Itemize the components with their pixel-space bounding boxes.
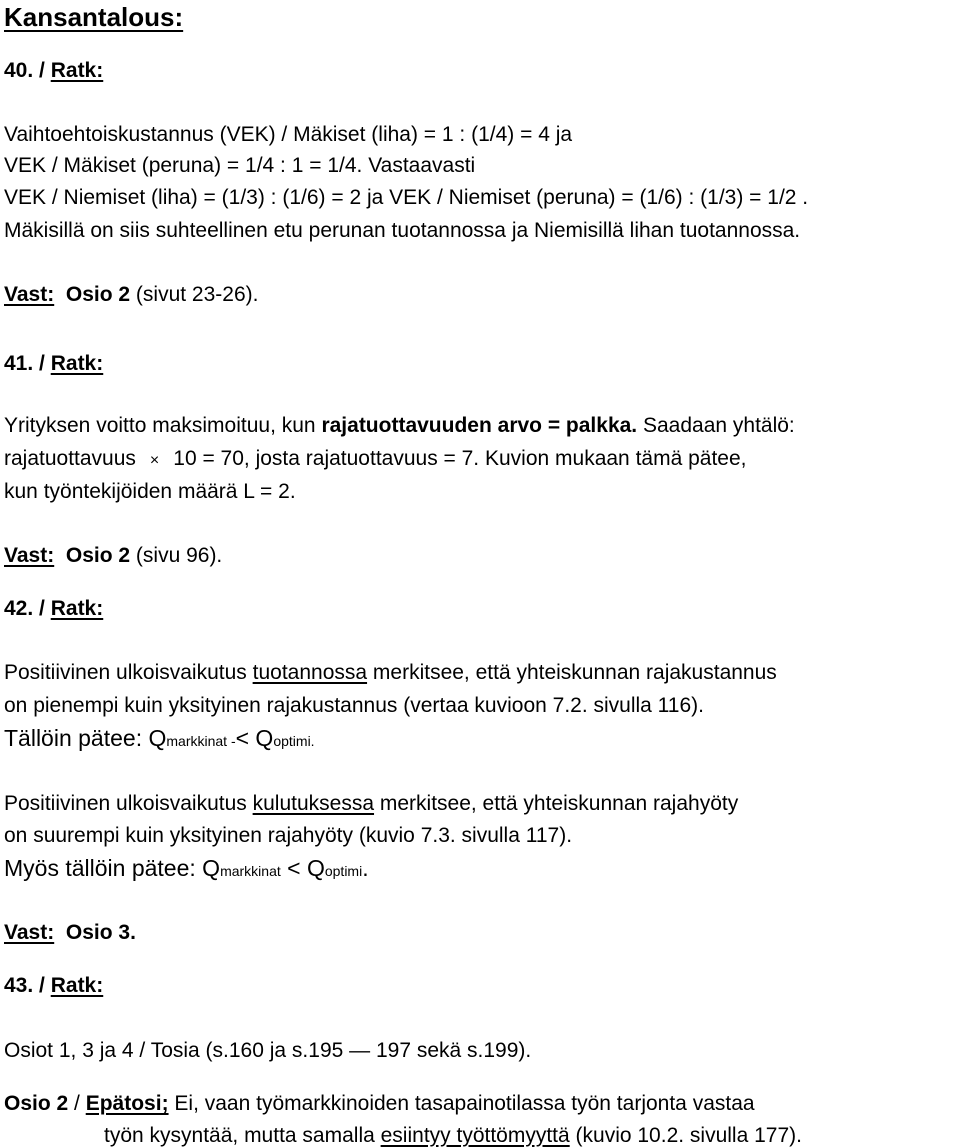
q43-line-3 [104, 1125, 802, 1146]
vast-label: Vast: [4, 921, 55, 944]
q43-text: / [68, 1092, 86, 1115]
q42-text: Tällöin pätee: Q [4, 725, 167, 751]
q42-p1-line-3 [4, 727, 315, 750]
q40-answer [4, 284, 258, 305]
vast-pages: (sivut 23-26). [130, 283, 259, 306]
answer-label: Ratk: [50, 59, 104, 82]
question-42-heading: 42. / Ratk: [4, 597, 104, 620]
vast-label: Vast: [4, 544, 55, 567]
q41-bold-condition: rajatuottavuuden arvo = palkka. [321, 414, 638, 437]
vast-section: Osio 2 [65, 283, 131, 306]
q42-p2-line-1 [4, 793, 738, 814]
question-number: 43. [4, 974, 34, 997]
q42-text: Myös tällöin pätee: Q [4, 855, 221, 881]
q41-line-3: kun työntekijöiden määrä L = 2. [4, 480, 296, 503]
q42-p2-line-3 [4, 857, 369, 880]
page-title: Kansantalous: [4, 2, 184, 32]
question-number: 41. [4, 352, 34, 375]
q43-text: Ei, vaan työmarkkinoiden tasapainotilassa työn tarjonta vastaa [168, 1092, 755, 1115]
q43-text: (kuvio 10.2. sivulla 177). [569, 1124, 802, 1147]
subscript: optimi. [273, 733, 315, 749]
question-number: 40. [4, 59, 34, 82]
q42-text: < Q [235, 725, 274, 751]
q42-text: . [362, 855, 369, 881]
q43-underlined: esiintyy työttömyyttä [380, 1124, 570, 1147]
q40-line-2: VEK / Mäkiset (peruna) = 1/4 : 1 = 1/4. Vastaavasti [4, 154, 476, 177]
q41-line-1 [4, 415, 795, 436]
q42-p1-line-1 [4, 662, 777, 683]
q42-text: merkitsee, että yhteiskunnan rajahyöty [374, 792, 739, 815]
q40-line-3: VEK / Niemiset (liha) = (1/3) : (1/6) = 2 ja VEK / Niemiset (peruna) = (1/6) : (1/3) = 1/2 . [4, 186, 809, 209]
q42-p1-line-2: on pienempi kuin yksityinen rajakustannus (vertaa kuvioon 7.2. sivulla 116). [4, 694, 704, 717]
q40-line-1: Vaihtoehtoiskustannus (VEK) / Mäkiset (liha) = 1 : (1/4) = 4 ja [4, 123, 573, 146]
question-43-heading: 43. / Ratk: [4, 974, 104, 997]
subscript: optimi [324, 863, 363, 879]
q42-p2-line-2: on suurempi kuin yksityinen rajahyöty (kuvio 7.3. sivulla 117). [4, 824, 573, 847]
q40-line-4: Mäkisillä on siis suhteellinen etu perunan tuotannossa ja Niemisillä lihan tuotannossa. [4, 219, 801, 242]
vast-label: Vast: [4, 283, 55, 306]
q41-text: rajatuottavuus [4, 447, 136, 470]
subscript: markkinat [220, 863, 281, 879]
question-41-heading: 41. / Ratk: [4, 352, 104, 375]
q43-line-2 [4, 1093, 755, 1114]
question-number: 42. [4, 597, 34, 620]
vast-section: Osio 3. [65, 921, 136, 944]
q41-line-2 [4, 448, 746, 469]
q41-text: Yrityksen voitto maksimoituu, kun [4, 414, 322, 437]
q41-answer [4, 545, 222, 566]
vast-section: Osio 2 [65, 544, 131, 567]
q42-text: merkitsee, että yhteiskunnan rajakustannus [367, 661, 777, 684]
vast-pages: (sivu 96). [130, 544, 223, 567]
q42-answer [4, 922, 136, 943]
q41-text: 10 = 70, josta rajatuottavuus = 7. Kuvion mukaan tämä pätee, [173, 447, 747, 470]
q42-text: < Q [280, 855, 325, 881]
q42-text: Positiivinen ulkoisvaikutus [4, 661, 253, 684]
q42-text: Positiivinen ulkoisvaikutus [4, 792, 253, 815]
q43-text: työn kysyntää, mutta samalla [104, 1124, 381, 1147]
answer-label: Ratk: [50, 597, 104, 620]
question-40-heading: 40. / Ratk: [4, 59, 104, 82]
q43-section: Osio 2 [4, 1092, 69, 1115]
answer-label: Ratk: [50, 352, 104, 375]
answer-label: Ratk: [50, 974, 104, 997]
q42-underlined: kulutuksessa [252, 792, 375, 815]
q41-text: Saadaan yhtälö: [637, 414, 795, 437]
q43-verdict: Epätosi; [85, 1092, 169, 1115]
multiply-sign: × [149, 452, 160, 469]
subscript: markkinat - [166, 733, 236, 749]
q42-underlined: tuotannossa [252, 661, 368, 684]
q43-line-1: Osiot 1, 3 ja 4 / Tosia (s.160 ja s.195 — 197 sekä s.199). [4, 1039, 532, 1062]
